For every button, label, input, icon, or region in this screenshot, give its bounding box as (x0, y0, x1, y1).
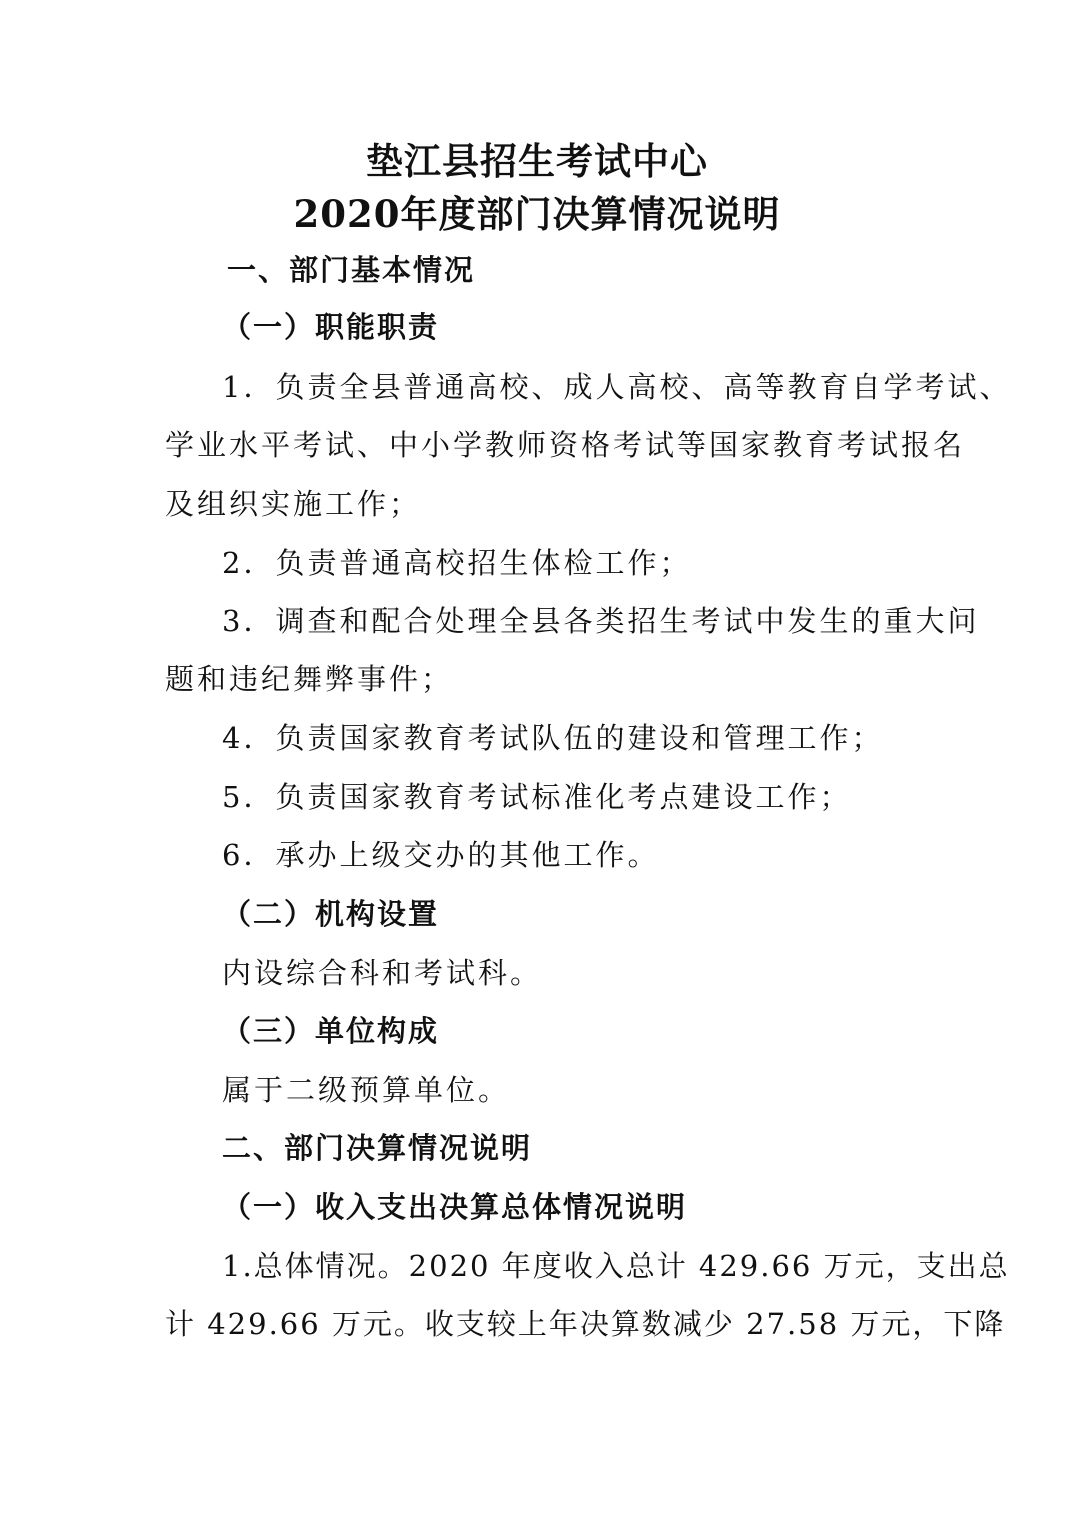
duty-line: 4．负责国家教育考试队伍的建设和管理工作； (222, 721, 884, 755)
sub4-heading: （一）收入支出决算总体情况说明 (222, 1190, 688, 1224)
duty-line: 题和违纪舞弊事件； (165, 662, 454, 696)
sub1-heading: （一）职能职责 (222, 310, 440, 344)
duty-line: 6．承办上级交办的其他工作。 (222, 838, 660, 872)
summary-line: 1.总体情况。2020 年度收入总计 429.66 万元，支出总 (222, 1249, 1010, 1283)
duty-line: 及组织实施工作； (165, 487, 422, 521)
sub3-text: 属于二级预算单位。 (222, 1073, 511, 1107)
document-title-line2: 2020年度部门决算情况说明 (293, 192, 781, 236)
duty-line: 2．负责普通高校招生体检工作； (222, 546, 692, 580)
document-title-line1: 垫江县招生考试中心 (366, 139, 708, 183)
sub2-heading: （二）机构设置 (222, 897, 440, 931)
sub3-heading: （三）单位构成 (222, 1014, 440, 1048)
summary-line: 计 429.66 万元。收支较上年决算数减少 27.58 万元，下降 (165, 1307, 1006, 1341)
duty-line: 5．负责国家教育考试标准化考点建设工作； (222, 780, 852, 814)
section1-heading: 一、部门基本情况 (227, 253, 476, 287)
duty-line: 3．调查和配合处理全县各类招生考试中发生的重大问 (222, 604, 980, 638)
sub2-text: 内设综合科和考试科。 (222, 956, 543, 990)
duty-line: 1．负责全县普通高校、成人高校、高等教育自学考试、 (222, 370, 1012, 404)
duty-line: 学业水平考试、中小学教师资格考试等国家教育考试报名 (165, 428, 966, 462)
section2-heading: 二、部门决算情况说明 (222, 1131, 533, 1165)
